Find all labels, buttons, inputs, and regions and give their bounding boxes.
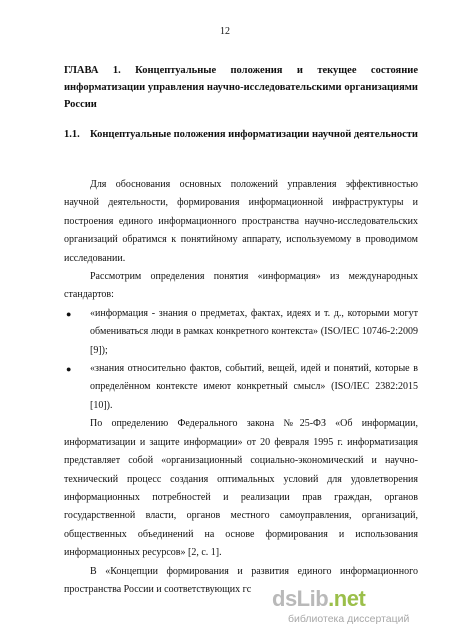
watermark [266, 586, 450, 637]
watermark-logo [272, 586, 365, 612]
watermark-logo-suffix: .net [328, 586, 366, 611]
section-heading [64, 126, 418, 144]
list-item-text: «информация - знания о предметах, фактах, идеях и т. д., которыми могут обмениваться люди в рамках конкретного контекста» (ISO/IEC 10746-2:2009 [9]); [90, 307, 418, 356]
section-number: 1.1. [64, 129, 80, 140]
list-item [64, 360, 418, 415]
bullet-icon: ● [66, 308, 72, 319]
page-number: 12 [220, 26, 230, 37]
chapter-heading: ГЛАВА 1. Концептуальные положения и текущее состояние информатизации управления научно-исследовательскими организациями России [64, 65, 418, 110]
section-title: Концептуальные положения информатизации научной деятельности [90, 129, 418, 140]
paragraph-4: В «Концепции формирования и развития единого информационного пространства России и соответствующих гс [64, 565, 418, 595]
watermark-logo-main: dsLib [272, 586, 329, 611]
paragraph-2: Рассмотрим определения понятия «информация» из международных стандартов: [64, 271, 418, 301]
paragraph-3: По определению Федерального закона №25-ФЗ «Об информации, информатизации и защите информации» от 20 февраля 1995 г. информатизация представляет собой «организационный социально-экономический и научно-технический процесс создания оптимальных условий для удовлетворения информационных потребностей и реализации прав граждан, органов государственной власти, органов местного самоуправления, организаций, общественных объединений на основе формирования и использования информационных ресурсов» [2, с. 1]. [64, 418, 418, 559]
paragraph-1: Для обоснования основных положений управления эффективностью научной деятельности, формирования информационной инфраструктуры и построения единого информационного пространства научно-исследовательских организаций обратимся к понятийному аппарату, используемому в проводимом исследовании. [64, 179, 418, 264]
bullet-icon: ● [66, 364, 72, 375]
definition-list [64, 305, 418, 415]
watermark-subtitle: библиотека диссертаций [288, 613, 410, 625]
list-item [64, 305, 418, 360]
body-text [64, 176, 418, 599]
list-item-text: «знания относительно фактов, событий, вещей, идей и понятий, которые в определённом контексте имеют конкретный смысл» (ISO/IEC 2382:2015 [10]). [90, 363, 418, 411]
